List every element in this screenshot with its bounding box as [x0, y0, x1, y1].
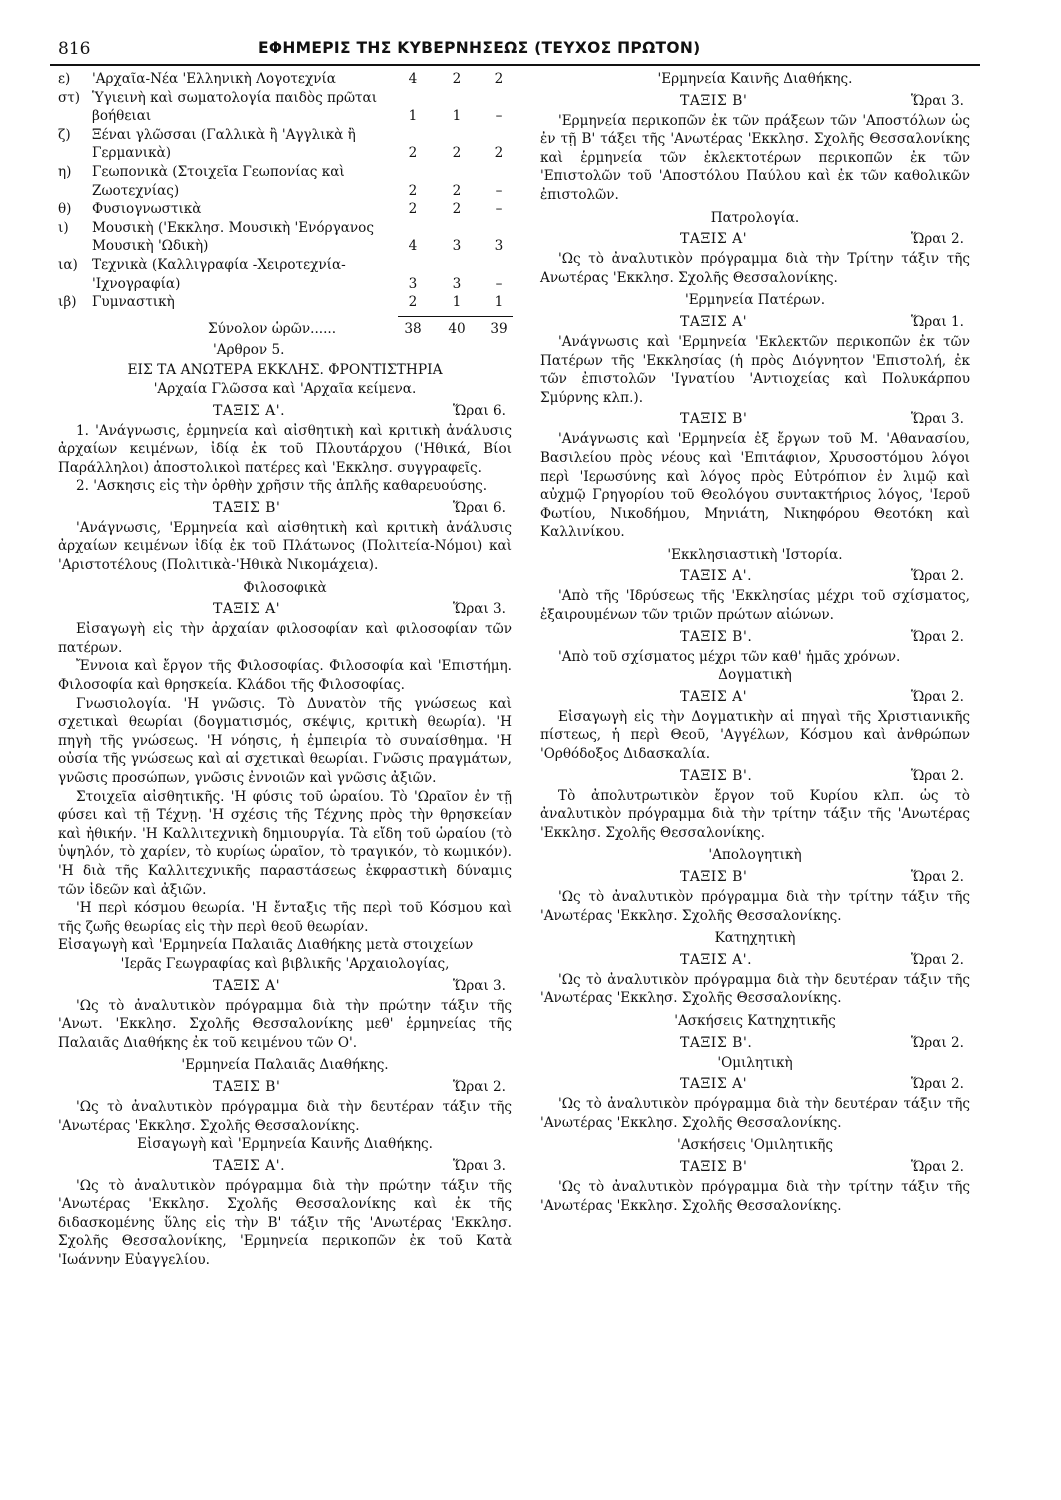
subject-heading: 'Ιερᾶς Γεωγραφίας καὶ βιβλικῆς 'Αρχαιολογίας,: [120, 955, 450, 972]
subject-heading: 'Ερμηνεία Πατέρων.: [684, 292, 826, 309]
paragraph: 1. 'Ανάγνωσις, ἑρμηνεία καὶ αἰσθητικὴ καὶ κριτικὴ ἀνάλυσις ἀρχαίων κειμένων, ἰδίᾳ ἐκ τοῦ Πλουτάρχου ('Ηθικά, Βίοι Παράλληλοι) ἀποστολικοὶ πατέρες καὶ 'Εκκλησ. συγγραφεῖς.: [58, 422, 512, 476]
class-heading: [540, 410, 970, 430]
class-label: ΤΑΞΙΣ Α': [213, 977, 281, 994]
subject-heading: Εἰσαγωγὴ καὶ 'Ερμηνεία Καινῆς Διαθήκης.: [137, 1136, 433, 1153]
subject-heading: Δογματικὴ: [718, 667, 792, 684]
hours-label: Ὥραι 2.: [910, 628, 964, 645]
subject-heading: 'Ερμηνεία Παλαιᾶς Διαθήκης.: [181, 1057, 389, 1074]
hours-label: Ὥραι 2.: [452, 1078, 506, 1095]
row-subject: Γυμναστικὴ: [92, 294, 175, 311]
hours-label: Ὥραι 2.: [910, 688, 964, 705]
hours-b: 2: [452, 182, 462, 199]
class-heading: [540, 951, 970, 971]
paragraph: 'Ως τὸ ἀναλυτικὸν πρόγραμμα διὰ τὴν δευτέραν τάξιν τῆς 'Ανωτέρας 'Εκκλησ. Σχολῆς Θεσσαλονίκης.: [58, 1098, 512, 1134]
class-heading: [540, 767, 970, 787]
paragraph: Γνωσιολογία. 'Η γνῶσις. Τὸ Δυνατὸν τῆς γνώσεως καὶ σχετικαὶ θεωρίαι (δογματισμός, σκέψις, κριτικὴ θεωρία). 'Η πηγὴ τῆς γνώσεως. 'Η νόησις, ἡ ἐμπειρία τὸ συναίσθημα. 'Η οὐσία τῆς γνώσεως καὶ αἱ σχετικαὶ θεωρίαι. Γνῶσις πραγμάτων, γνῶσις προσώπων, γνῶσις ἐννοιῶν καὶ γνῶσις ἀξιῶν.: [58, 695, 512, 786]
hours-label: Ὥραι 2.: [910, 1076, 964, 1093]
hours-c: 2: [494, 71, 504, 87]
class-heading: [540, 688, 970, 708]
paragraph: Τὸ ἀπολυτρωτικὸν ἔργον τοῦ Κυρίου κλπ. ὡς τὸ ἀναλυτικὸν πρόγραμμα διὰ τὴν τρίτην τάξιν τῆς 'Ανωτέρας 'Εκκλησ. Σχολῆς Θεσσαλονίκης.: [540, 787, 970, 841]
subject-heading: Κατηχητικὴ: [714, 930, 796, 947]
class-label: ΤΑΞΙΣ Β'.: [680, 628, 753, 645]
page-header: [58, 36, 978, 62]
page-number: 816: [58, 39, 91, 59]
paragraph: Εἰσαγωγὴ εἰς τὴν Δογματικὴν αἱ πηγαὶ τῆς Χριστιανικῆς πίστεως, ἡ περὶ Θεοῦ, 'Αγγέλων, Κόσμου καὶ ἀνθρώπων 'Ορθόδοξος Διδασκαλία.: [540, 708, 970, 763]
class-label: ΤΑΞΙΣ Β'.: [680, 1034, 753, 1051]
hours-b: 3: [452, 275, 462, 292]
class-heading: [540, 230, 970, 250]
paragraph: Ἔννοια καὶ ἔργον τῆς Φιλοσοφίας. Φιλοσοφία καὶ 'Επιστήμη. Φιλοσοφία καὶ θρησκεία. Κλάδοι τῆς Φιλοσοφίας.: [58, 658, 512, 694]
class-heading: [58, 402, 512, 422]
class-label: ΤΑΞΙΣ Β': [680, 92, 748, 109]
paragraph: 'Ως τὸ ἀναλυτικὸν πρόγραμμα διὰ τὴν δευτέραν τάξιν τῆς 'Ανωτέρας 'Εκκλησ. Σχολῆς Θεσσαλονίκης.: [540, 1096, 970, 1131]
hours-label: Ὥραι 3.: [452, 601, 506, 618]
row-label: θ): [58, 201, 72, 218]
total-row: [58, 320, 512, 339]
class-heading: [58, 977, 512, 997]
row-subject: Ὑγιεινὴ καὶ σωματολογία παιδὸς πρῶται βοήθειαι: [92, 89, 378, 125]
total-c: 39: [490, 320, 508, 337]
class-label: ΤΑΞΙΣ Α': [680, 313, 748, 330]
hours-a: 1: [408, 108, 418, 125]
hours-a: 2: [408, 182, 418, 199]
paragraph: 'Ως τὸ ἀναλυτικὸν πρόγραμμα διὰ τὴν πρώτην τάξιν τῆς 'Ανωτ. 'Εκκλησ. Σχολῆς Θεσσαλονίκης μεθ' ἑρμηνείας τῆς Παλαιᾶς Διαθήκης ἐκ τοῦ κειμένου τῶν Ο'.: [58, 997, 512, 1051]
row-label: ια): [58, 256, 78, 273]
paragraph: 'Ανάγνωσις καὶ 'Ερμηνεία 'Εκλεκτῶν περικοπῶν ἐκ τῶν Πατέρων τῆς 'Εκκλησίας (ἡ πρὸς Διόγνητον 'Επιστολή, ἐκ τῶν ἐπιστολῶν 'Ιγνατίου 'Αντιοχείας καὶ Πολυκάρπου Σμύρνης κλπ.).: [540, 333, 970, 406]
left-column: [58, 70, 512, 1270]
class-heading: [540, 1075, 970, 1095]
hours-label: Ὥραι 1.: [910, 313, 964, 330]
paragraph: 'Η περὶ κόσμου θεωρία. 'Η ἔνταξις τῆς περὶ τοῦ Κόσμου καὶ τῆς ζωῆς θεωρίας εἰς τὴν περὶ θεοῦ θεωρίαν.: [58, 900, 512, 935]
row-label: στ): [58, 89, 81, 106]
subject-heading: 'Αρχαία Γλῶσσα καὶ 'Αρχαῖα κείμενα.: [153, 380, 417, 397]
hours-a: 2: [408, 201, 418, 218]
paragraph: 2. 'Ασκησις εἰς τὴν ὀρθὴν χρῆσιν τῆς ἁπλῆς καθαρευούσης.: [76, 478, 488, 495]
subject-heading: Φιλοσοφικὰ: [243, 579, 327, 596]
class-label: ΤΑΞΙΣ Α'.: [680, 951, 753, 968]
hours-label: Ὥραι 6.: [452, 402, 506, 419]
hours-table: [58, 70, 512, 339]
class-heading: [58, 499, 512, 519]
class-label: ΤΑΞΙΣ Β'.: [680, 767, 753, 784]
class-label: ΤΑΞΙΣ Β': [213, 499, 281, 516]
paragraph: 'Ως τὸ ἀναλυτικὸν πρόγραμμα διὰ τὴν Τρίτην τάξιν τῆς Ανωτέρας 'Εκκλησ. Σχολῆς Θεσσαλονίκης.: [540, 251, 970, 286]
hours-label: Ὥραι 3.: [452, 977, 506, 994]
row-subject: Γεωπονικὰ (Στοιχεῖα Γεωπονίας καὶ Ζωοτεχνίας): [92, 163, 345, 199]
class-heading: [540, 1158, 970, 1178]
paragraph: Εἰσαγωγὴ καὶ 'Ερμηνεία Παλαιᾶς Διαθήκης μετὰ στοιχείων: [58, 937, 474, 954]
subject-heading: 'Ασκήσεις 'Ομιλητικῆς: [677, 1137, 833, 1154]
subject-heading: Πατρολογία.: [710, 209, 800, 226]
table-row: [58, 219, 512, 256]
row-label: ζ): [58, 126, 71, 143]
paragraph: 'Ανάγνωσις, 'Ερμηνεία καὶ αἰσθητικὴ καὶ κριτικὴ ἀνάλυσις ἀρχαίων κειμένων ἰδίᾳ ἐκ τοῦ Πλάτωνος (Πολιτεία-Νόμοι) καὶ 'Αριστοτέλους (Πολιτικὰ-'Ηθικὰ Νικομάχεια).: [58, 519, 512, 574]
paragraph: 'Απὸ τοῦ σχίσματος μέχρι τῶν καθ' ἡμᾶς χρόνων.: [558, 648, 901, 665]
hours-c: 1: [494, 294, 504, 311]
class-label: ΤΑΞΙΣ Α': [680, 688, 748, 705]
class-label: ΤΑΞΙΣ Α': [213, 601, 281, 618]
header-rule: [50, 64, 980, 66]
sum-rule: [398, 316, 513, 317]
subject-heading: 'Ασκήσεις Κατηχητικῆς: [674, 1012, 836, 1029]
paragraph: 'Ως τὸ ἀναλυτικὸν πρόγραμμα διὰ τὴν πρώτην τάξιν τῆς 'Ανωτέρας 'Εκκλησ. Σχολῆς Θεσσαλονίκης καὶ ἐκ τῆς διδασκομένης ὕλης εἰς τὴν Β' τάξιν τῆς 'Ανωτέρας 'Εκκλησ. Σχολῆς Θεσσαλονίκης, 'Ερμηνεία περικοπῶν ἐκ τοῦ Κατὰ 'Ιωάννην Εὐαγγελίου.: [58, 1177, 512, 1269]
gazette-title: ΕΦΗΜΕΡΙΣ ΤΗΣ ΚΥΒΕΡΝΗΣΕΩΣ (ΤΕΥΧΟΣ ΠΡΩΤΟΝ): [258, 39, 701, 57]
table-row: [58, 126, 512, 163]
hours-a: 4: [408, 71, 418, 87]
hours-b: 2: [452, 145, 462, 162]
hours-label: Ὥραι 2.: [910, 767, 964, 784]
hours-c: –: [495, 108, 503, 125]
class-label: ΤΑΞΙΣ Α'.: [680, 568, 753, 585]
subject-heading: 'Απολογητικὴ: [708, 847, 802, 864]
class-heading: [58, 1157, 512, 1177]
hours-label: Ὥραι 2.: [910, 1158, 964, 1175]
class-label: ΤΑΞΙΣ Β': [680, 1158, 748, 1175]
class-label: ΤΑΞΙΣ Β': [680, 411, 748, 428]
hours-label: Ὥραι 3.: [452, 1157, 506, 1174]
subject-heading: 'Εκκλησιαστικὴ 'Ιστορία.: [667, 546, 843, 563]
table-row: [58, 256, 512, 293]
hours-c: 2: [494, 145, 504, 162]
class-label: ΤΑΞΙΣ Β': [680, 869, 748, 885]
row-label: ε): [58, 71, 71, 87]
class-label: ΤΑΞΙΣ Α': [680, 1076, 748, 1093]
table-row: [58, 89, 512, 126]
row-label: ιβ): [58, 294, 77, 311]
hours-b: 1: [452, 294, 462, 311]
hours-label: Ὥραι 2.: [910, 231, 964, 248]
hours-a: 2: [408, 145, 418, 162]
hours-b: 1: [452, 108, 462, 125]
hours-b: 3: [452, 238, 462, 255]
hours-label: Ὥραι 3.: [910, 92, 964, 109]
class-heading: [540, 1034, 970, 1054]
class-label: ΤΑΞΙΣ Α'.: [213, 1157, 286, 1174]
class-heading: [540, 313, 970, 333]
table-row: [58, 293, 512, 312]
row-label: ι): [58, 219, 69, 236]
paragraph: 'Ως τὸ ἀναλυτικὸν πρόγραμμα διὰ τὴν τρίτην τάξιν τῆς 'Ανωτέρας 'Εκκλησ. Σχολῆς Θεσσαλονίκης.: [540, 889, 970, 924]
hours-c: –: [495, 182, 503, 199]
class-heading: [58, 1078, 512, 1098]
class-heading: [540, 92, 970, 112]
class-heading: [540, 628, 970, 648]
class-label: ΤΑΞΙΣ Α': [680, 231, 748, 248]
paragraph: 'Απὸ τῆς 'Ιδρύσεως τῆς 'Εκκλησίας μέχρι τοῦ σχίσματος, ἐξαιρουμένων τῶν τριῶν πρώτων αἰώνων.: [540, 588, 970, 624]
hours-label: Ὥραι 2.: [910, 568, 964, 585]
class-heading: [540, 567, 970, 587]
hours-b: 2: [452, 201, 462, 218]
table-row: [58, 163, 512, 200]
paragraph: Εἰσαγωγὴ εἰς τὴν ἀρχαίαν φιλοσοφίαν καὶ φιλοσοφίαν τῶν πατέρων.: [58, 621, 512, 656]
class-heading: [540, 868, 970, 888]
hours-c: 3: [494, 238, 504, 255]
hours-a: 4: [408, 238, 418, 255]
paragraph: Στοιχεῖα αἰσθητικῆς. 'Η φύσις τοῦ ὡραίου. Τὸ 'Ωραῖον ἐν τῇ φύσει καὶ τῇ Τέχνῃ. 'Η σχέσις τῆς Τέχνης πρὸς τὴν θρησκείαν καὶ ἠθικήν. 'Η Καλλιτεχνικὴ δημιουργία. Τὰ εἴδη τοῦ ὡραίου (τὸ ὑψηλόν, τὸ χαρίεν, τὸ κυρίως ὡραῖον, τὸ τραγικόν, τὸ κωμικόν). 'Η διὰ τῆς Καλλιτεχνικῆς παραστάσεως ἐκφραστικὴ δύναμις τῶν ἰδεῶν καὶ ἀξιῶν.: [58, 788, 512, 898]
row-subject: Ξέναι γλῶσσαι (Γαλλικὰ ἢ 'Αγγλικὰ ἢ Γερμανικὰ): [92, 126, 356, 162]
paragraph: 'Ως τὸ ἀναλυτικὸν πρόγραμμα διὰ τὴν τρίτην τάξιν τῆς 'Ανωτέρας 'Εκκλησ. Σχολῆς Θεσσαλονίκης.: [540, 1178, 970, 1214]
hours-a: 3: [408, 275, 418, 292]
paragraph: 'Ερμηνεία περικοπῶν ἐκ τῶν πράξεων τῶν 'Αποστόλων ὡς ἐν τῇ Β' τάξει τῆς 'Ανωτέρας 'Εκκλησ. Σχολῆς Θεσσαλονίκης καὶ ἑρμηνεία τῶν ἐκλεκτοτέρων περικοπῶν ἐκ τῶν 'Επιστολῶν τοῦ 'Αποστόλου Παύλου καὶ ἐκ τῶν καθολικῶν ἐπιστολῶν.: [540, 112, 970, 203]
hours-label: Ὥραι 2.: [910, 869, 964, 885]
hours-label: Ὥραι 3.: [910, 411, 964, 428]
row-subject: Τεχνικὰ (Καλλιγραφία -Χειροτεχνία-'Ιχνογραφία): [92, 256, 346, 292]
hours-c: –: [495, 201, 503, 218]
hours-label: Ὥραι 6.: [452, 499, 506, 516]
hours-label: Ὥραι 2.: [910, 1034, 964, 1051]
hours-b: 2: [452, 71, 462, 87]
right-column: [540, 70, 970, 1215]
subject-heading: 'Ομιλητικὴ: [717, 1054, 793, 1071]
article-heading: 'Αρθρον 5.: [213, 341, 285, 358]
paragraph: 'Ανάγνωσις καὶ 'Ερμηνεία ἐξ ἔργων τοῦ Μ. 'Αθανασίου, Βασιλείου πρὸς νέους καὶ 'Επιτάφιον, Χρυσοστόμου λόγοι περὶ 'Ιερωσύνης καὶ λόγος πρὸς Εὐτρόπιον ἐν λιμῷ καὶ αὐχμῷ Γρηγορίου τοῦ Θεολόγου συντακτήριος λόγος, 'Ιεροῦ Φωτίου, Νικοδήμου, Μηνιάτη, Νικηφόρου Θεοτόκη καὶ Καλλινίκου.: [540, 431, 970, 541]
class-label: ΤΑΞΙΣ Β': [213, 1078, 281, 1095]
subject-heading: 'Ερμηνεία Καινῆς Διαθήκης.: [657, 71, 853, 87]
paragraph: 'Ως τὸ ἀναλυτικὸν πρόγραμμα διὰ τὴν δευτέραν τάξιν τῆς 'Ανωτέρας 'Εκκλησ. Σχολῆς Θεσσαλονίκης.: [540, 971, 970, 1007]
row-subject: 'Αρχαῖα-Νέα 'Ελληνικὴ Λογοτεχνία: [92, 71, 336, 87]
class-heading: [58, 600, 512, 620]
total-label: Σύνολον ὡρῶν......: [208, 320, 337, 337]
total-b: 40: [448, 320, 466, 337]
row-subject: Φυσιογνωστικὰ: [92, 201, 202, 218]
total-a: 38: [404, 320, 422, 337]
section-title: ΕΙΣ ΤΑ ΑΝΩΤΕΡΑ ΕΚΚΛΗΣ. ΦΡΟΝΤΙΣΤΗΡΙΑ: [127, 362, 443, 379]
row-label: η): [58, 163, 72, 180]
row-subject: Μουσικὴ ('Εκκλησ. Μουσικὴ 'Ενόργανος Μουσικὴ 'Ωδικὴ): [92, 219, 374, 255]
hours-label: Ὥραι 2.: [910, 951, 964, 968]
table-row: [58, 200, 512, 219]
class-label: ΤΑΞΙΣ Α'.: [213, 402, 286, 419]
hours-c: –: [495, 275, 503, 292]
table-row: [58, 70, 512, 89]
hours-a: 2: [408, 294, 418, 311]
